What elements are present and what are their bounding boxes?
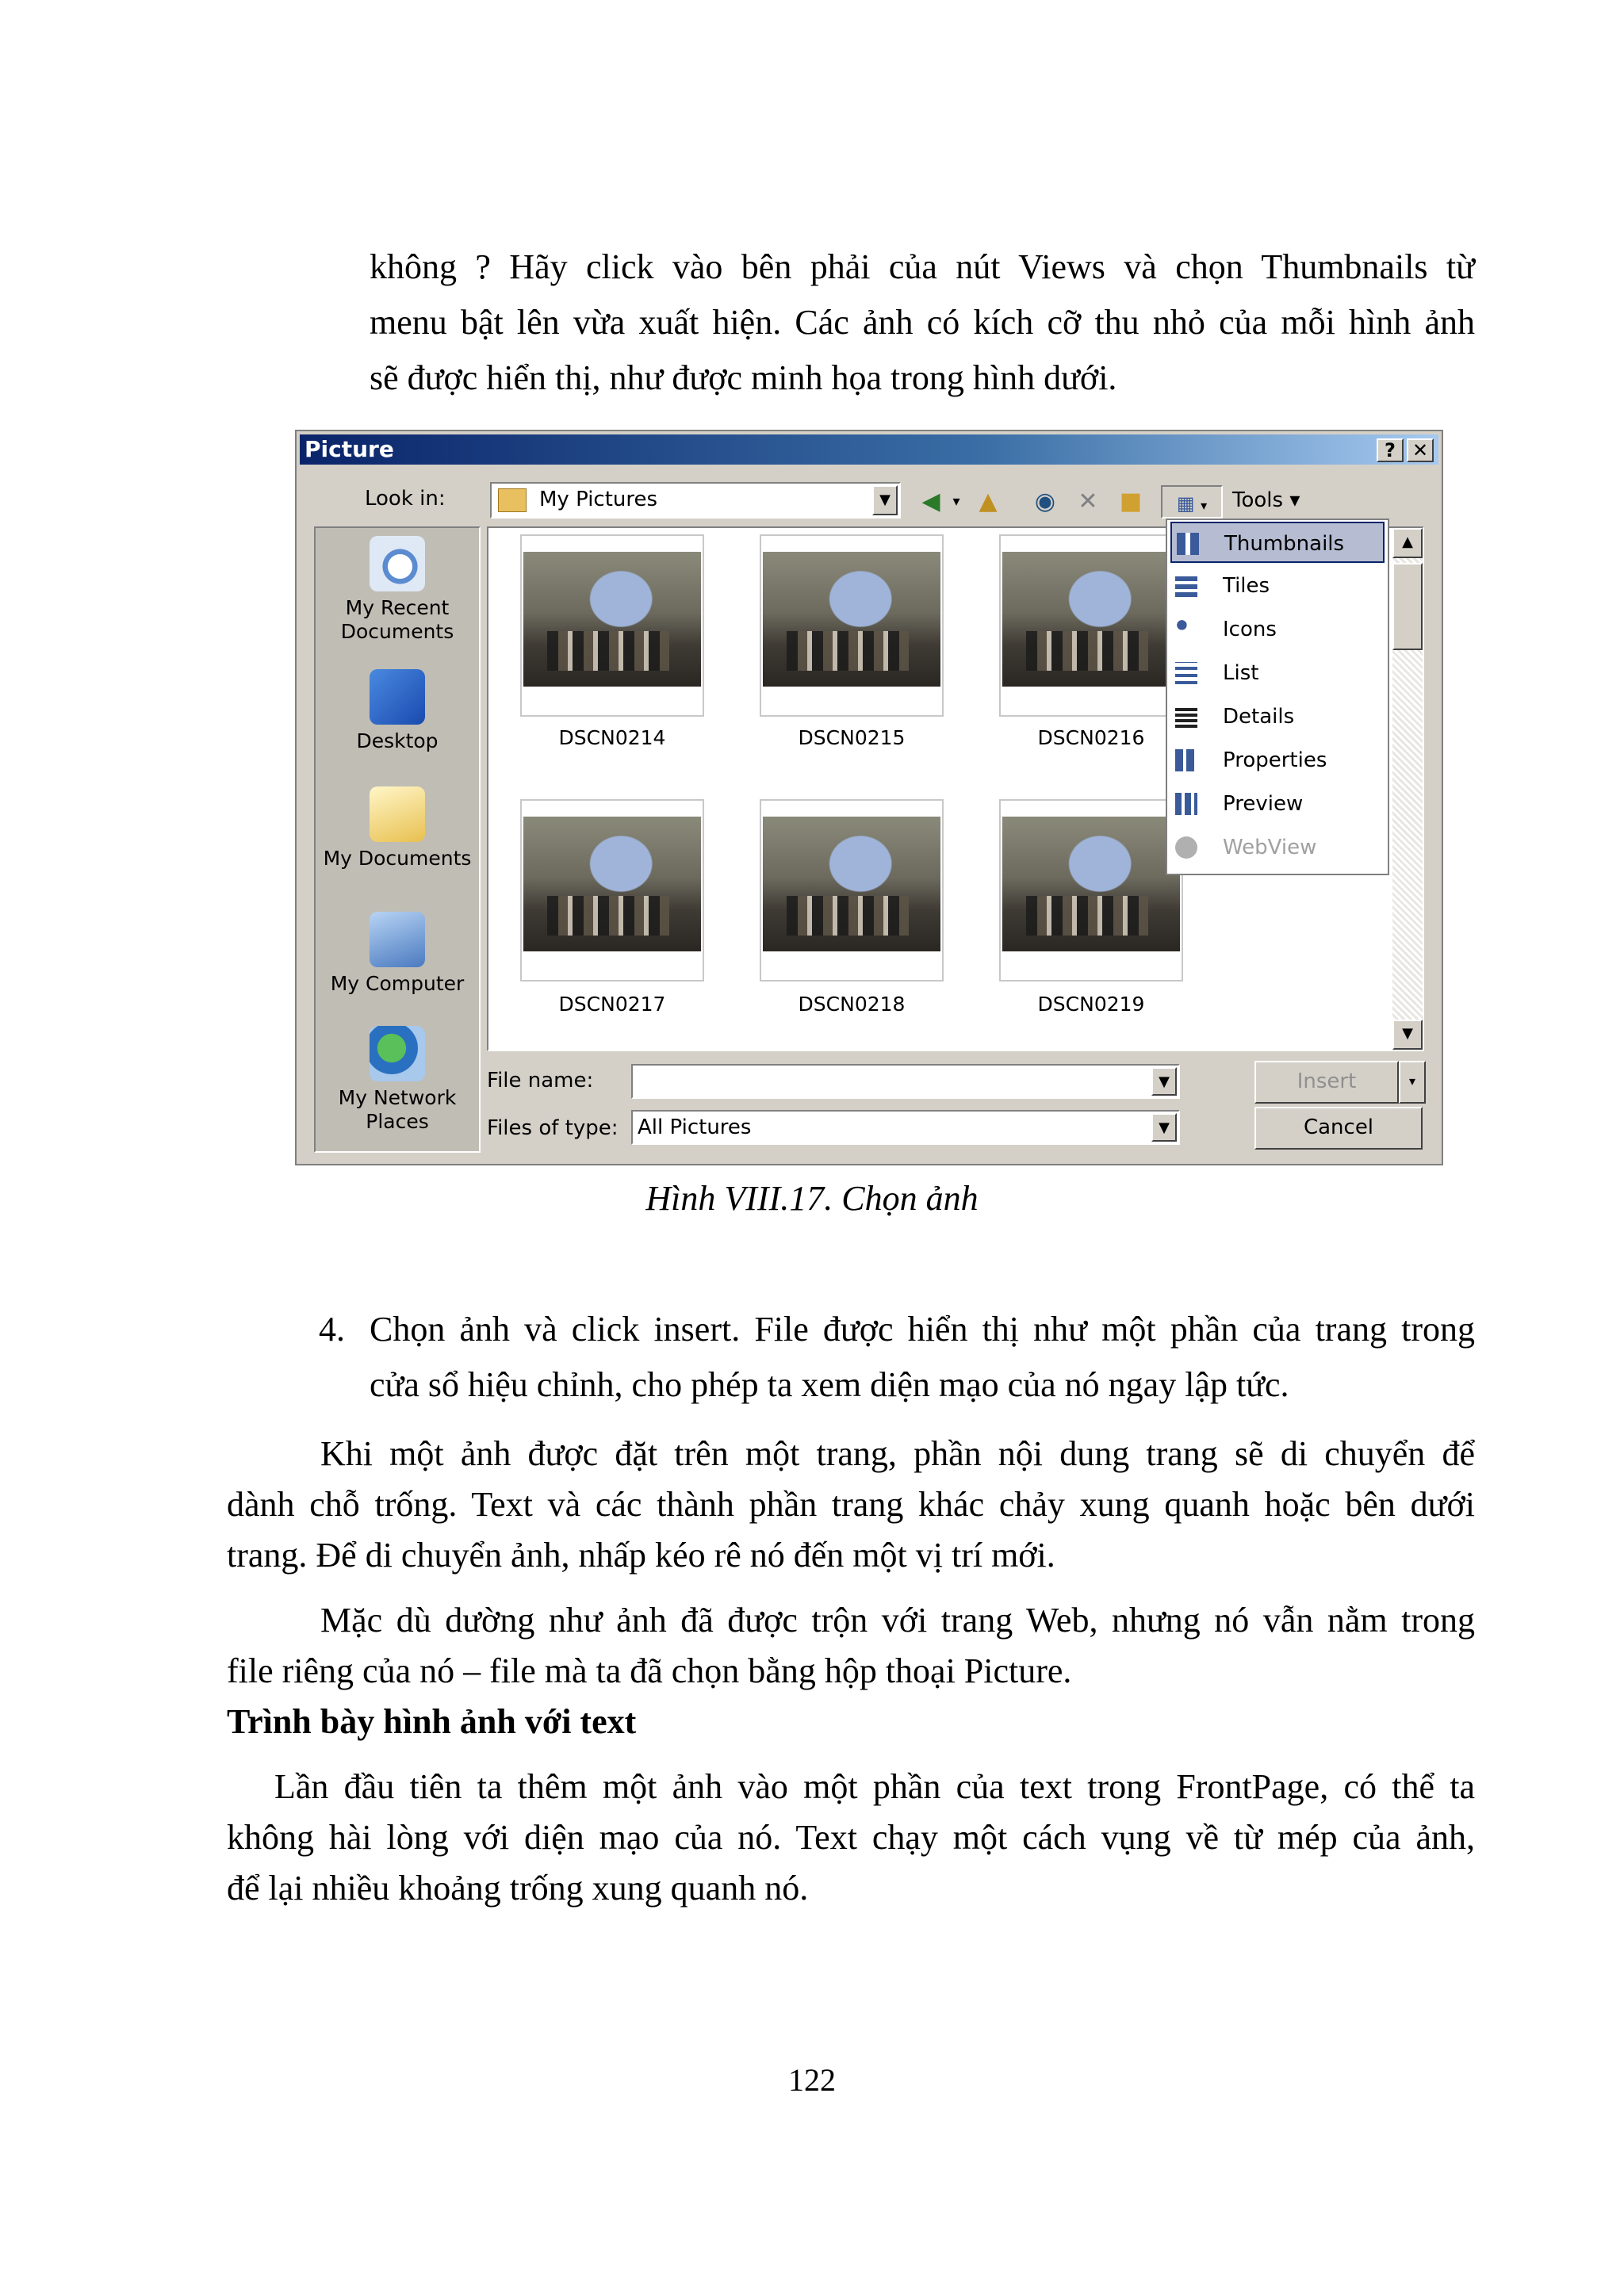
folder-icon [498, 488, 527, 512]
chevron-down-icon[interactable]: ▼ [1151, 1067, 1177, 1096]
menu-item-label: Tiles [1223, 574, 1270, 598]
thumbnail-item[interactable] [520, 799, 704, 982]
views-icon: ▦ [1176, 492, 1195, 515]
scroll-down-button[interactable]: ▼ [1392, 1020, 1423, 1050]
search-web-icon[interactable]: ◉ [1034, 488, 1056, 515]
text-line: cửa sổ hiệu chỉnh, cho phép ta xem diện mạo của nó ngay lập tức. [370, 1365, 1289, 1404]
body-paragraph [227, 1595, 1475, 1697]
step4-paragraph [370, 1302, 1475, 1413]
my-computer-icon [370, 912, 425, 967]
tools-menu-button[interactable]: Tools ▾ [1232, 488, 1300, 512]
views-menu [1166, 519, 1389, 875]
menu-item-tiles[interactable] [1170, 565, 1385, 607]
menu-item-properties[interactable] [1170, 740, 1385, 781]
recent-documents-icon [370, 536, 425, 591]
help-button[interactable]: ? [1377, 438, 1404, 462]
close-icon: ✕ [1411, 439, 1429, 461]
menu-item-preview[interactable] [1170, 783, 1385, 825]
place-my-computer[interactable] [316, 912, 479, 996]
place-label: My Network Places [338, 1086, 457, 1133]
text-line: không hài lòng với diện mạo của nó. Text chạy một cách vụng về từ mép của ảnh, [227, 1818, 1475, 1857]
thumbnail-label: DSCN0215 [798, 726, 906, 749]
thumbnail-item[interactable] [999, 534, 1183, 717]
thumbnail-item[interactable] [520, 534, 704, 717]
section-heading: Trình bày hình ảnh với text [227, 1702, 637, 1741]
chevron-down-icon[interactable]: ▼ [872, 485, 898, 515]
network-places-icon [370, 1026, 425, 1081]
text-line: không ? Hãy click vào bên phải của nút Views và chọn Thumbnails từ [370, 247, 1475, 286]
menu-item-list[interactable] [1170, 652, 1385, 694]
menu-item-icons[interactable] [1170, 609, 1385, 650]
place-label: My Recent Documents [340, 596, 454, 643]
photo-thumbnail [523, 817, 701, 951]
place-label: My Computer [330, 972, 465, 995]
menu-item-label: Thumbnails [1224, 532, 1345, 556]
thumbnail-label: DSCN0216 [1037, 726, 1145, 749]
details-view-icon [1175, 706, 1197, 728]
intro-paragraph [370, 239, 1475, 406]
files-of-type-label: Files of type: [487, 1116, 619, 1140]
text-line: sẽ được hiển thị, như được minh họa trong hình dưới. [370, 358, 1117, 397]
body-paragraph [227, 1762, 1475, 1914]
insert-button[interactable]: Insert [1254, 1061, 1399, 1104]
menu-item-label: Icons [1223, 618, 1277, 641]
menu-item-label: Details [1223, 705, 1295, 729]
page-number: 122 [788, 2062, 836, 2098]
photo-thumbnail [763, 817, 940, 951]
menu-item-label: WebView [1223, 836, 1317, 859]
text-line: Lần đầu tiên ta thêm một ảnh vào một phần của text trong FrontPage, có thể ta [274, 1767, 1475, 1806]
dialog-title: Picture [304, 436, 394, 462]
close-button[interactable] [1407, 438, 1434, 462]
webview-icon [1175, 836, 1197, 859]
chevron-down-icon: ▾ [1201, 498, 1208, 513]
picture-dialog [295, 430, 1443, 1165]
text-line: file riêng của nó – file mà ta đã chọn bằng hộp thoại Picture. [227, 1651, 1072, 1690]
menu-item-label: Preview [1223, 792, 1304, 816]
tiles-view-icon [1175, 575, 1197, 597]
place-label: My Documents [323, 847, 472, 870]
text-line: để lại nhiều khoảng trống xung quanh nó. [227, 1869, 809, 1908]
scroll-thumb[interactable] [1392, 563, 1423, 650]
file-name-label: File name: [487, 1069, 594, 1093]
place-desktop[interactable] [316, 669, 479, 753]
cancel-button[interactable]: Cancel [1254, 1107, 1423, 1150]
dialog-titlebar [300, 434, 1438, 465]
back-icon[interactable]: ◀ [921, 488, 940, 515]
vertical-scrollbar[interactable] [1392, 528, 1423, 1050]
step4-number: 4. [319, 1310, 345, 1349]
photo-thumbnail [1002, 552, 1180, 687]
views-button[interactable] [1161, 485, 1223, 519]
figure-caption: Hình VIII.17. Chọn ảnh [645, 1179, 979, 1218]
thumbnail-label: DSCN0218 [798, 993, 906, 1016]
chevron-down-icon[interactable]: ▾ [952, 493, 960, 510]
icons-view-icon [1175, 618, 1197, 641]
thumbnail-item[interactable] [999, 799, 1183, 982]
desktop-icon [370, 669, 425, 725]
place-my-network-places[interactable] [316, 1026, 479, 1134]
thumbnails-view-icon [1177, 533, 1199, 555]
menu-item-details[interactable] [1170, 696, 1385, 737]
files-of-type-value: All Pictures [638, 1115, 752, 1139]
look-in-label: Look in: [365, 487, 446, 511]
place-my-documents[interactable] [316, 786, 479, 871]
menu-item-label: List [1223, 661, 1259, 685]
thumbnail-label: DSCN0214 [558, 726, 666, 749]
text-line: Khi một ảnh được đặt trên một trang, phần nội dung trang sẽ di chuyển để [320, 1434, 1475, 1473]
chevron-down-icon[interactable]: ▼ [1151, 1113, 1177, 1142]
photo-thumbnail [1002, 817, 1180, 951]
scroll-up-button[interactable]: ▲ [1392, 528, 1423, 558]
file-name-input[interactable] [631, 1064, 1180, 1099]
body-paragraph [227, 1429, 1475, 1581]
menu-item-thumbnails[interactable] [1170, 522, 1385, 563]
preview-view-icon [1175, 793, 1197, 815]
thumbnail-item[interactable] [760, 534, 944, 717]
insert-dropdown-button[interactable]: ▾ [1399, 1061, 1426, 1104]
text-line: dành chỗ trống. Text và các thành phần trang khác chảy xung quanh hoặc bên dưới [227, 1485, 1475, 1524]
new-folder-icon[interactable]: ■ [1119, 488, 1143, 515]
place-label: Desktop [356, 729, 439, 752]
photo-thumbnail [523, 552, 701, 687]
place-my-recent-documents[interactable] [316, 536, 479, 644]
text-line: trang. Để di chuyển ảnh, nhấp kéo rê nó đến một vị trí mới. [227, 1536, 1055, 1575]
files-of-type-select[interactable] [631, 1110, 1180, 1145]
properties-view-icon [1175, 749, 1197, 771]
text-line: Chọn ảnh và click insert. File được hiển thị như một phần của trang trong [370, 1310, 1475, 1349]
text-line: Mặc dù dường như ảnh đã được trộn với trang Web, nhưng nó vẫn nằm trong [320, 1601, 1475, 1640]
photo-thumbnail [763, 552, 940, 687]
look-in-value: My Pictures [539, 488, 658, 511]
thumbnail-item[interactable] [760, 799, 944, 982]
my-documents-icon [370, 786, 425, 842]
delete-icon[interactable]: ✕ [1078, 488, 1098, 515]
list-view-icon [1175, 662, 1197, 684]
up-folder-icon[interactable]: ▲ [979, 488, 998, 515]
text-line: menu bật lên vừa xuất hiện. Các ảnh có kích cỡ thu nhỏ của mỗi hình ảnh [370, 303, 1475, 342]
thumbnail-label: DSCN0217 [558, 993, 666, 1016]
menu-item-label: Properties [1223, 748, 1327, 772]
places-bar [314, 526, 481, 1153]
thumbnail-label: DSCN0219 [1037, 993, 1145, 1016]
look-in-combo[interactable] [490, 482, 901, 519]
menu-item-webview [1170, 827, 1385, 868]
